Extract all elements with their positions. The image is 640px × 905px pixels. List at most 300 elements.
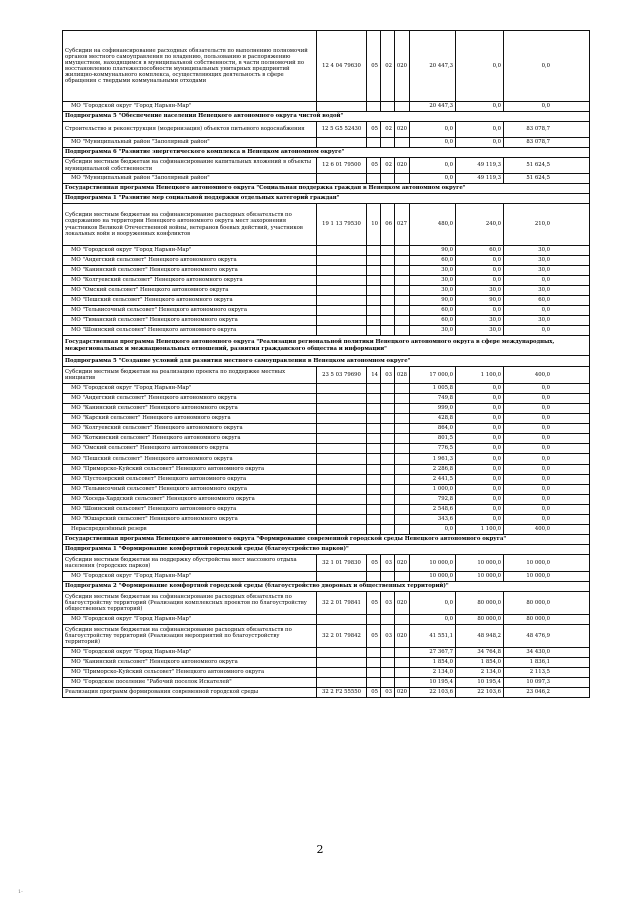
budget-table	[62, 30, 590, 840]
amount-year-2: 0,0	[456, 475, 504, 484]
amount-year-1: 2 441,5	[410, 475, 456, 484]
subsection: 03	[381, 367, 395, 383]
amount-year-2: 1 100,0	[456, 367, 504, 383]
subsection	[381, 495, 395, 504]
municipality-row	[62, 424, 590, 434]
subsidy-row	[62, 625, 590, 648]
section: 05	[367, 625, 381, 647]
section	[367, 495, 381, 504]
amount-year-2: 0,0	[456, 465, 504, 474]
amount-year-1: 60,0	[410, 316, 456, 325]
section	[367, 414, 381, 423]
amount-year-3: 400,0	[534, 371, 550, 378]
target-code	[317, 326, 367, 335]
amount-year-3: 10 097,3	[526, 679, 550, 686]
section	[367, 454, 381, 464]
target-code: 12 6 01 79500	[317, 158, 367, 173]
subsection	[381, 306, 395, 315]
amount-year-1: 2 134,0	[410, 668, 456, 677]
amount-year-2: 0,0	[456, 434, 504, 443]
amount-year-3: 10 000,0	[526, 559, 550, 566]
amount-year-3: 0,0	[541, 466, 550, 473]
subsection: 06	[381, 204, 395, 245]
row-name: Субсидии на софинансирование расходных обязательств по выполнению полномочий органов местного самоуправления по владению, пользованию и распоряжению имуществом, находящимся в муниципальной собственности, в части полномочий по восстановлению платежеспособности муниципальных унитарных предприятий жилищно-коммунального комплекса, осуществляющих деятельность в сфере обращения с твердыми коммунальными отходами	[63, 31, 317, 101]
municipality-row	[62, 296, 590, 306]
subsection	[381, 174, 395, 183]
target-code	[317, 454, 367, 464]
amount-year-2: 0,0	[456, 306, 504, 315]
row-name: МО "Канинский сельсовет" Ненецкого автономного округа	[63, 404, 317, 413]
expense-type: 020	[395, 688, 410, 697]
section	[367, 678, 381, 687]
amount-year-3: 30,0	[538, 257, 550, 264]
municipality-row	[62, 444, 590, 454]
row-name: МО "Пешский сельсовет" Ненецкого автономного округа	[63, 296, 317, 305]
amount-year-1: 428,8	[410, 414, 456, 423]
subsidy-row	[62, 592, 590, 615]
subsection	[381, 256, 395, 265]
row-name: МО "Колгуевский сельсовет" Ненецкого автономного округа	[63, 276, 317, 285]
row-name: МО "Городское поселение "Рабочий поселок Искателей"	[63, 678, 317, 687]
row-name: МО "Городской округ "Город Нарьян-Мар"	[63, 572, 317, 581]
section	[367, 296, 381, 305]
expense-type: 020	[395, 158, 410, 173]
amount-year-1: 10 000,0	[410, 555, 456, 571]
amount-year-2: 30,0	[456, 316, 504, 325]
subsection: 03	[381, 555, 395, 571]
amount-year-3: 60,0	[538, 297, 550, 304]
row-name: МО "Андегский сельсовет" Ненецкого автономного округа	[63, 256, 317, 265]
row-name: МО "Омский сельсовет" Ненецкого автономного округа	[63, 444, 317, 453]
target-code	[317, 394, 367, 403]
expense-type	[395, 444, 410, 453]
program-title: Государственная программа Ненецкого автономного округа "Формирование современной городской среды Ненецкого автономного округа"	[65, 536, 507, 543]
subsection	[381, 658, 395, 667]
subsidy-row	[62, 367, 590, 384]
expense-type	[395, 454, 410, 464]
expense-type: 020	[395, 592, 410, 614]
section: 05	[367, 31, 381, 101]
expense-type: 020	[395, 555, 410, 571]
amount-year-1: 776,5	[410, 444, 456, 453]
amount-year-3: 83 078,7	[526, 126, 550, 133]
subsection: 02	[381, 31, 395, 101]
expense-type	[395, 678, 410, 687]
program-title: Государственная программа Ненецкого автономного округа "Реализация региональной политики Ненецкого автономного округа в сфере международных, межрегиональных и межнациональных отношений, развития гражданского общества и информации"	[65, 339, 555, 352]
target-code: 32 2 01 79842	[317, 625, 367, 647]
expense-type: 020	[395, 625, 410, 647]
expense-type	[395, 394, 410, 403]
row-name: МО "Канинский сельсовет" Ненецкого автономного округа	[63, 266, 317, 275]
amount-year-2: 0,0	[456, 485, 504, 494]
municipality-row	[62, 286, 590, 296]
amount-year-1: 2 286,8	[410, 465, 456, 474]
municipality-row	[62, 495, 590, 505]
row-name: МО "Городской округ "Город Нарьян-Мар"	[63, 102, 317, 111]
amount-year-1: 30,0	[410, 266, 456, 275]
municipality-row	[62, 266, 590, 276]
subsection	[381, 316, 395, 325]
amount-year-1: 1 961,3	[410, 454, 456, 464]
amount-year-3: 83 078,7	[526, 139, 550, 146]
row-name: МО "Андегский сельсовет" Ненецкого автономного округа	[63, 394, 317, 403]
target-code: 12 5 G5 52430	[317, 122, 367, 137]
municipality-row	[62, 515, 590, 525]
program-title: Подпрограмма 6 "Развитие энергетического комплекса в Ненецком автономном округе"	[65, 149, 345, 156]
subsection: 02	[381, 158, 395, 173]
amount-year-2: 1 100,0	[456, 525, 504, 534]
municipality-row	[62, 326, 590, 336]
expense-type	[395, 246, 410, 255]
target-code	[317, 306, 367, 315]
section: 05	[367, 688, 381, 697]
amount-year-1: 801,5	[410, 434, 456, 443]
row-name: МО "Коткинский сельсовет" Ненецкого автономного округа	[63, 434, 317, 443]
target-code	[317, 434, 367, 443]
subsidy-row	[62, 158, 590, 174]
amount-year-2: 240,0	[456, 204, 504, 245]
row-name: Нераспределённый резерв	[63, 525, 317, 534]
amount-year-1: 60,0	[410, 306, 456, 315]
amount-year-2: 10 000,0	[456, 555, 504, 571]
amount-year-2: 0,0	[456, 404, 504, 413]
row-name: МО "Юшарский сельсовет" Ненецкого автономного округа	[63, 515, 317, 524]
section	[367, 174, 381, 183]
target-code	[317, 485, 367, 494]
amount-year-3: 80 000,0	[526, 616, 550, 623]
amount-year-3: 0,0	[541, 415, 550, 422]
expense-type	[395, 495, 410, 504]
section	[367, 138, 381, 147]
section	[367, 525, 381, 534]
row-name: Субсидии местным бюджетам на поддержку обустройства мест массового отдыха населения (городских парков)	[63, 555, 317, 571]
amount-year-2: 0,0	[456, 424, 504, 433]
section	[367, 505, 381, 514]
target-code	[317, 256, 367, 265]
subsection	[381, 475, 395, 484]
municipality-row	[62, 306, 590, 316]
row-name: Строительство и реконструкция (модернизация) объектов питьевого водоснабжения	[63, 122, 317, 137]
section	[367, 266, 381, 275]
target-code	[317, 266, 367, 275]
row-name: Субсидии местным бюджетам на софинансирование расходных обязательств по содержанию на территории Ненецкого автономного округа мест захоронения участников Великой Отечественной войны, ветеранов боевых действий, участников локальных войн и вооруженных конфликтов	[63, 204, 317, 245]
page-number: 2	[316, 843, 324, 856]
amount-year-2: 30,0	[456, 326, 504, 335]
expense-type: 028	[395, 367, 410, 383]
section	[367, 424, 381, 433]
amount-year-1: 10 195,4	[410, 678, 456, 687]
municipality-row	[62, 525, 590, 535]
row-name: МО "Городской округ "Город Нарьян-Мар"	[63, 384, 317, 393]
expense-type	[395, 296, 410, 305]
amount-year-1: 0,0	[410, 592, 456, 614]
amount-year-2: 0,0	[456, 394, 504, 403]
section	[367, 102, 381, 111]
row-name: МО "Карский сельсовет" Ненецкого автономного округа	[63, 414, 317, 423]
expense-type	[395, 572, 410, 581]
amount-year-2: 34 764,8	[456, 648, 504, 657]
row-name: МО "Приморско-Куйский сельсовет" Ненецкого автономного округа	[63, 668, 317, 677]
target-code	[317, 572, 367, 581]
section	[367, 615, 381, 624]
municipality-row	[62, 276, 590, 286]
subsection	[381, 276, 395, 285]
amount-year-2: 60,0	[456, 246, 504, 255]
subsidy-row	[62, 555, 590, 572]
row-name: МО "Приморско-Куйский сельсовет" Ненецкого автономного округа	[63, 465, 317, 474]
section: 05	[367, 555, 381, 571]
amount-year-3: 0,0	[541, 277, 550, 284]
section	[367, 276, 381, 285]
expense-type	[395, 102, 410, 111]
target-code: 19 1 13 79530	[317, 204, 367, 245]
amount-year-3: 0,0	[541, 455, 550, 462]
target-code	[317, 138, 367, 147]
amount-year-1: 0,0	[410, 615, 456, 624]
section	[367, 286, 381, 295]
target-code: 23 5 03 79690	[317, 367, 367, 383]
expense-type	[395, 615, 410, 624]
amount-year-3: 0,0	[541, 425, 550, 432]
subsection	[381, 384, 395, 393]
target-code	[317, 414, 367, 423]
amount-year-3: 0,0	[541, 445, 550, 452]
subsection	[381, 648, 395, 657]
target-code	[317, 286, 367, 295]
row-name: МО "Городской округ "Город Нарьян-Мар"	[63, 615, 317, 624]
amount-year-3: 51 624,5	[526, 175, 550, 182]
expense-type	[395, 306, 410, 315]
subsection	[381, 454, 395, 464]
target-code	[317, 678, 367, 687]
row-name: МО "Пустозерский сельсовет" Ненецкого автономного округа	[63, 475, 317, 484]
amount-year-2: 0,0	[456, 505, 504, 514]
amount-year-1: 90,0	[410, 246, 456, 255]
program-header-row	[62, 582, 590, 592]
subsidy-row	[62, 688, 590, 698]
section	[367, 444, 381, 453]
amount-year-3: 51 624,5	[526, 162, 550, 169]
amount-year-2: 49 119,3	[456, 158, 504, 173]
target-code	[317, 424, 367, 433]
row-name: МО "Тельвисочный сельсовет" Ненецкого автономного округа	[63, 306, 317, 315]
amount-year-3: 0,0	[541, 486, 550, 493]
expense-type	[395, 434, 410, 443]
section	[367, 394, 381, 403]
municipality-row	[62, 434, 590, 444]
amount-year-2: 2 134,0	[456, 668, 504, 677]
row-name: МО "Пешский сельсовет" Ненецкого автономного округа	[63, 454, 317, 464]
municipality-row	[62, 475, 590, 485]
municipality-row	[62, 316, 590, 326]
section	[367, 384, 381, 393]
amount-year-1: 1 854,0	[410, 658, 456, 667]
target-code	[317, 102, 367, 111]
amount-year-3: 48 476,9	[526, 632, 550, 639]
section	[367, 404, 381, 413]
section: 05	[367, 592, 381, 614]
amount-year-1: 41 551,1	[410, 625, 456, 647]
program-title: Подпрограмма 5 "Обеспечение населения Ненецкого автономного округа чистой водой"	[65, 113, 344, 120]
row-name: Субсидии местным бюджетам на софинансирование расходных обязательств по благоустройству территорий (Реализация мероприятий по благоустройству территорий)	[63, 625, 317, 647]
municipality-row	[62, 174, 590, 184]
subsection: 03	[381, 625, 395, 647]
amount-year-3: 30,0	[538, 267, 550, 274]
row-name: МО "Тельвисочный сельсовет" Ненецкого автономного округа	[63, 485, 317, 494]
section	[367, 256, 381, 265]
program-title: Подпрограмма 5 "Создание условий для развития местного самоуправления в Ненецком автономном округе"	[65, 357, 411, 364]
target-code	[317, 296, 367, 305]
program-header-row	[62, 545, 590, 555]
amount-year-3: 10 000,0	[526, 573, 550, 580]
section	[367, 246, 381, 255]
section	[367, 475, 381, 484]
target-code	[317, 384, 367, 393]
program-header-row	[62, 336, 590, 356]
program-title: Подпрограмма 1 "Формирование комфортной городской среды (благоустройство парков)"	[65, 546, 349, 553]
amount-year-2: 0,0	[456, 384, 504, 393]
subsection: 03	[381, 592, 395, 614]
expense-type	[395, 475, 410, 484]
municipality-row	[62, 648, 590, 658]
expense-type	[395, 648, 410, 657]
subsection	[381, 138, 395, 147]
target-code	[317, 668, 367, 677]
municipality-row	[62, 404, 590, 414]
row-name: МО "Городской округ "Город Нарьян-Мар"	[63, 246, 317, 255]
subsection	[381, 615, 395, 624]
expense-type	[395, 256, 410, 265]
amount-year-3: 30,0	[538, 317, 550, 324]
target-code	[317, 404, 367, 413]
section: 05	[367, 158, 381, 173]
program-header-row	[62, 148, 590, 158]
amount-year-3: 34 430,0	[526, 649, 550, 656]
amount-year-1: 0,0	[410, 122, 456, 137]
subsection	[381, 414, 395, 423]
amount-year-2: 49 119,3	[456, 174, 504, 183]
amount-year-3: 30,0	[538, 247, 550, 254]
amount-year-2: 80 000,0	[456, 615, 504, 624]
municipality-row	[62, 384, 590, 394]
section	[367, 465, 381, 474]
section	[367, 572, 381, 581]
amount-year-2: 0,0	[456, 515, 504, 524]
section	[367, 306, 381, 315]
row-name: МО "Шоинский сельсовет" Ненецкого автономного округа	[63, 505, 317, 514]
amount-year-1: 0,0	[410, 525, 456, 534]
program-header-row	[62, 535, 590, 545]
amount-year-3: 0,0	[541, 395, 550, 402]
target-code	[317, 444, 367, 453]
amount-year-3: 1 836,1	[529, 659, 550, 666]
row-name: Субсидии местным бюджетам на софинансирование капитальных вложений в объекты муниципальной собственности	[63, 158, 317, 173]
subsection	[381, 434, 395, 443]
row-name: МО "Колгуевский сельсовет" Ненецкого автономного округа	[63, 424, 317, 433]
section	[367, 326, 381, 335]
section: 10	[367, 204, 381, 245]
amount-year-1: 22 103,6	[410, 688, 456, 697]
amount-year-2: 0,0	[456, 31, 504, 101]
target-code	[317, 246, 367, 255]
subsection	[381, 515, 395, 524]
subsidy-row	[62, 122, 590, 138]
target-code	[317, 276, 367, 285]
amount-year-3: 0,0	[541, 103, 550, 110]
scan-mark: 1-	[18, 889, 23, 895]
amount-year-3: 0,0	[541, 476, 550, 483]
amount-year-1: 20 447,3	[410, 31, 456, 101]
expense-type	[395, 138, 410, 147]
municipality-row	[62, 454, 590, 465]
section	[367, 485, 381, 494]
target-code	[317, 615, 367, 624]
amount-year-3: 400,0	[534, 526, 550, 533]
amount-year-2: 0,0	[456, 495, 504, 504]
subsection: 03	[381, 688, 395, 697]
target-code	[317, 658, 367, 667]
target-code	[317, 515, 367, 524]
expense-type	[395, 525, 410, 534]
amount-year-1: 480,0	[410, 204, 456, 245]
amount-year-2: 10 000,0	[456, 572, 504, 581]
target-code: 12 4 04 79630	[317, 31, 367, 101]
subsection	[381, 444, 395, 453]
amount-year-3: 0,0	[541, 516, 550, 523]
target-code	[317, 465, 367, 474]
expense-type: 020	[395, 122, 410, 137]
section	[367, 658, 381, 667]
amount-year-3: 0,0	[541, 435, 550, 442]
subsection	[381, 394, 395, 403]
row-name: МО "Муниципальный район "Заполярный район"	[63, 174, 317, 183]
target-code	[317, 174, 367, 183]
expense-type	[395, 174, 410, 183]
program-header-row	[62, 184, 590, 194]
program-title: Подпрограмма 1 "Развитие мер социальной поддержки отдельных категорий граждан"	[65, 195, 340, 202]
subsection	[381, 266, 395, 275]
subsection	[381, 246, 395, 255]
amount-year-1: 999,0	[410, 404, 456, 413]
amount-year-3: 0,0	[541, 496, 550, 503]
amount-year-1: 1 005,8	[410, 384, 456, 393]
municipality-row	[62, 572, 590, 582]
subsection	[381, 102, 395, 111]
amount-year-1: 20 447,3	[410, 102, 456, 111]
row-name: МО "Омский сельсовет" Ненецкого автономного округа	[63, 286, 317, 295]
expense-type	[395, 424, 410, 433]
amount-year-3: 23 046,2	[526, 689, 550, 696]
expense-type	[395, 465, 410, 474]
municipality-row	[62, 678, 590, 688]
row-name: МО "Шоинский сельсовет" Ненецкого автономного округа	[63, 326, 317, 335]
expense-type	[395, 668, 410, 677]
target-code: 32 1 01 79830	[317, 555, 367, 571]
target-code	[317, 316, 367, 325]
expense-type	[395, 286, 410, 295]
municipality-row	[62, 256, 590, 266]
amount-year-1: 60,0	[410, 256, 456, 265]
expense-type	[395, 266, 410, 275]
municipality-row	[62, 138, 590, 148]
expense-type	[395, 276, 410, 285]
amount-year-2: 0,0	[456, 414, 504, 423]
section	[367, 515, 381, 524]
amount-year-3: 0,0	[541, 506, 550, 513]
amount-year-1: 27 367,7	[410, 648, 456, 657]
row-name: МО "Муниципальный район "Заполярный район"	[63, 138, 317, 147]
section	[367, 316, 381, 325]
